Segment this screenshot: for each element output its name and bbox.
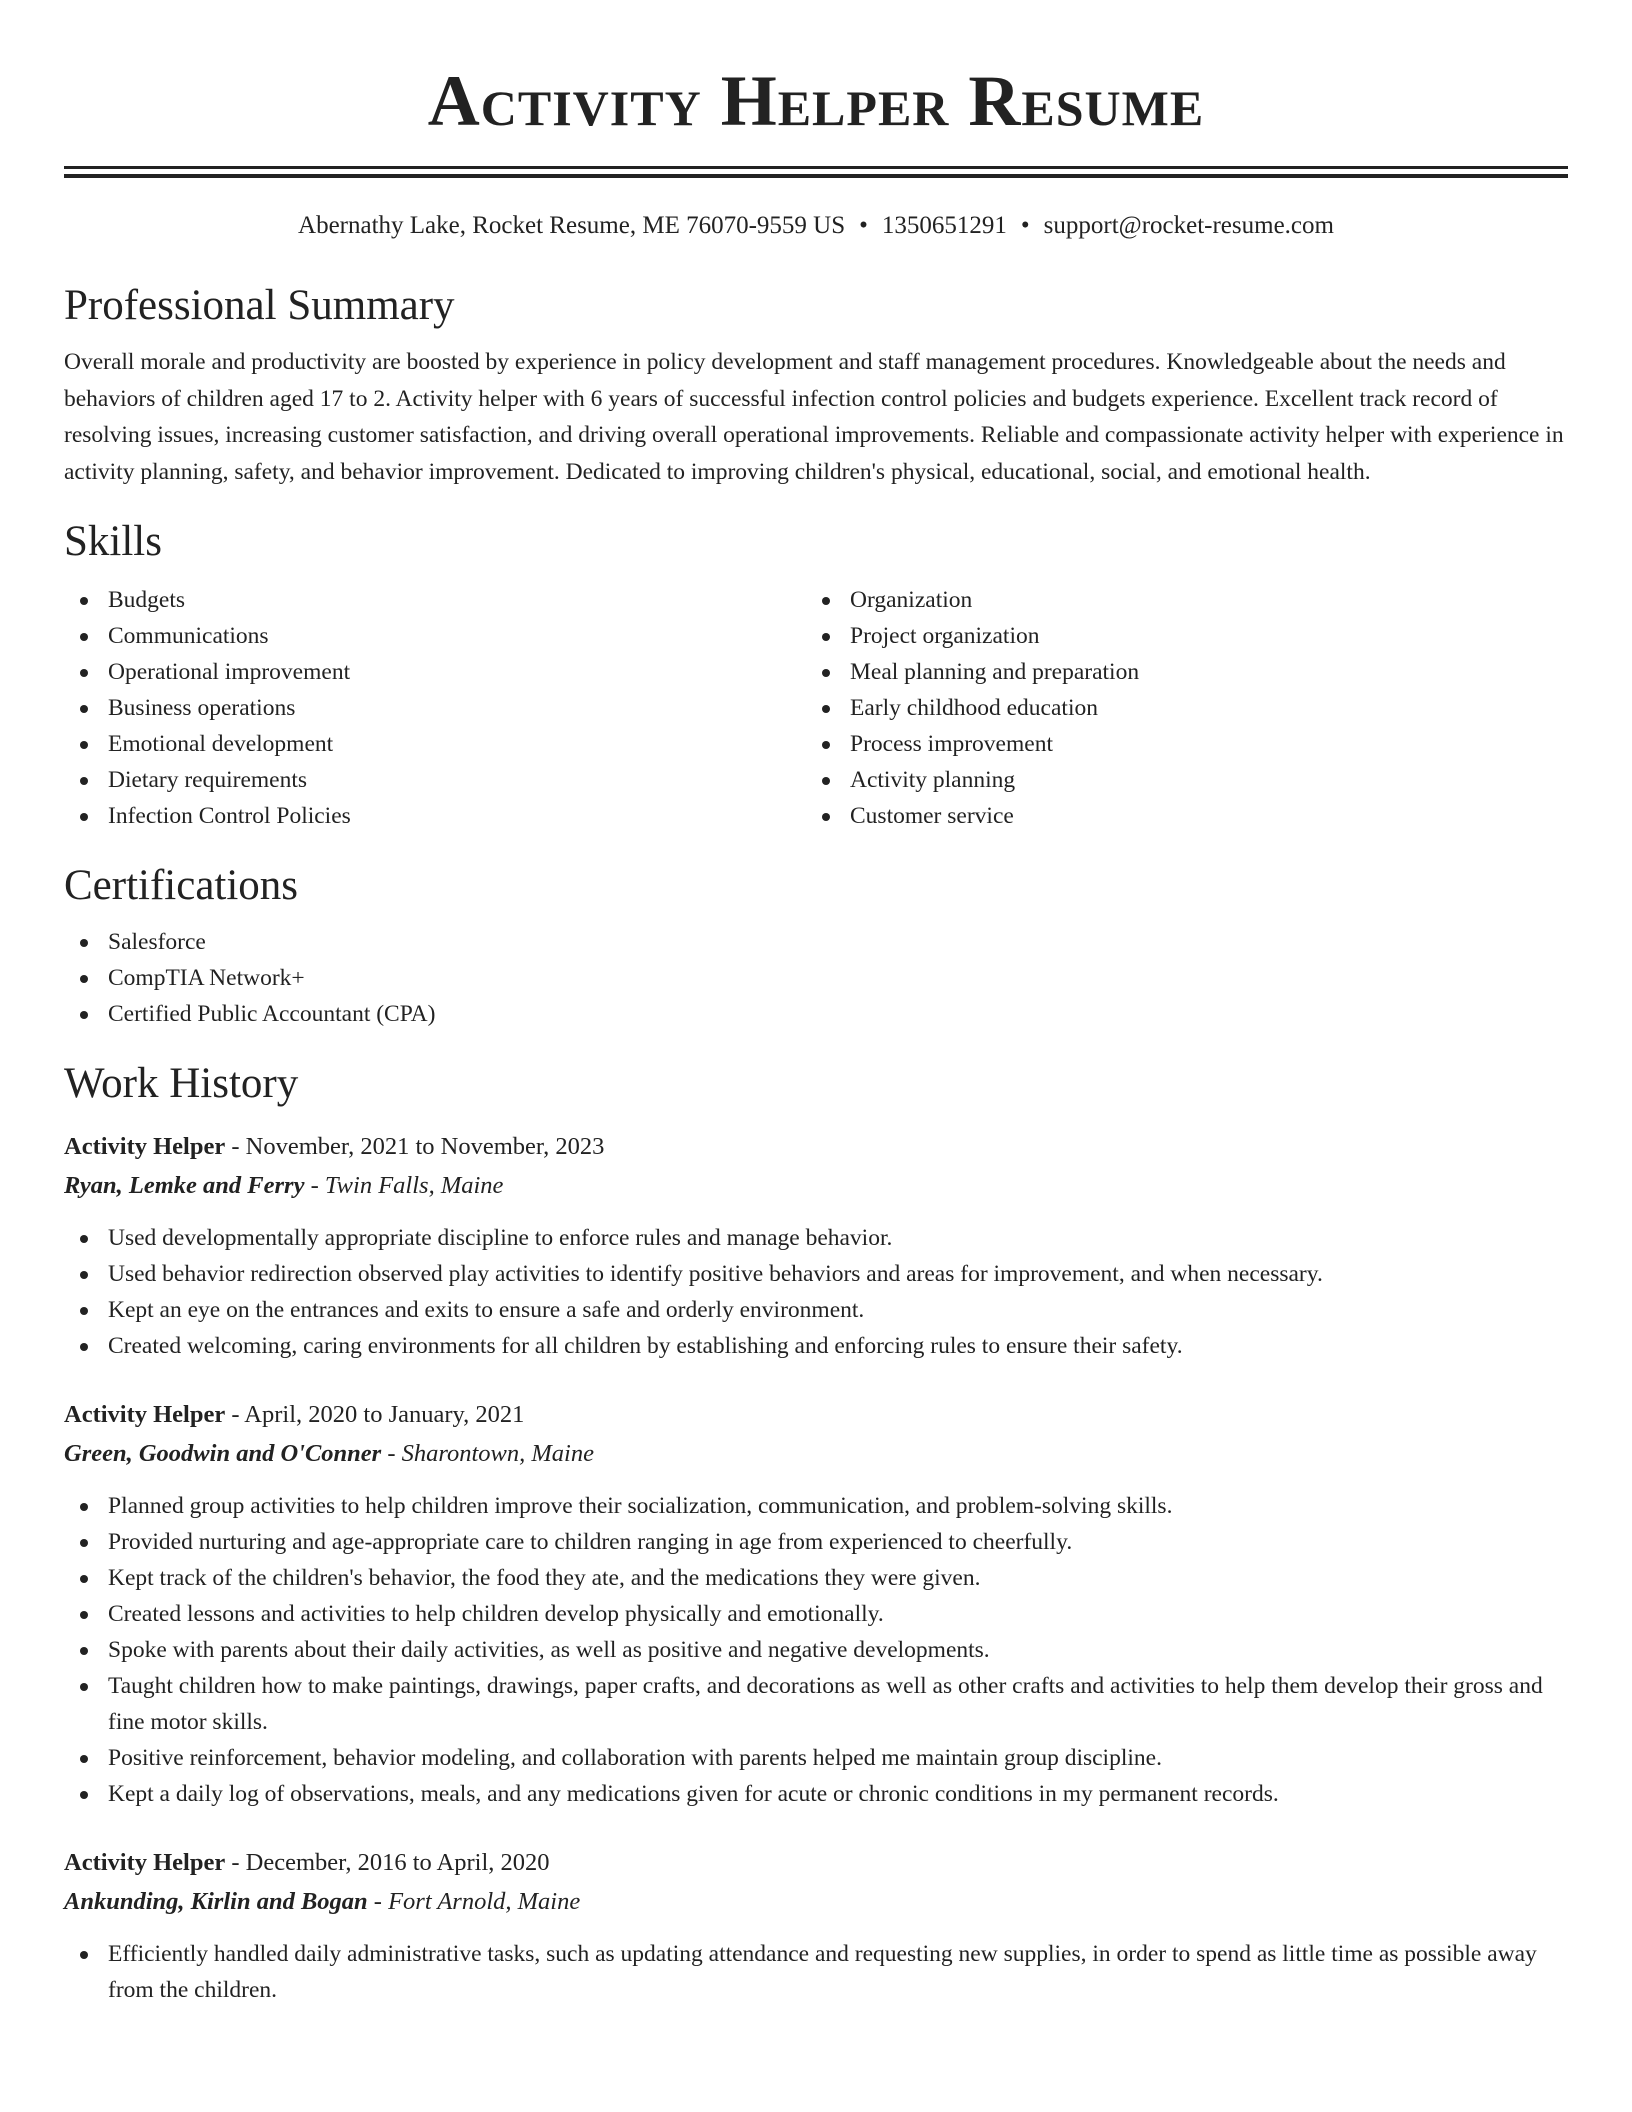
job-location: - Twin Falls, Maine	[310, 1172, 504, 1199]
skill-item: Dietary requirements	[64, 762, 806, 798]
job-company: Ryan, Lemke and Ferry	[64, 1172, 305, 1199]
job-entry	[64, 1128, 1568, 1364]
job-duties	[64, 1220, 1568, 1364]
job-duties	[64, 1488, 1568, 1812]
job-duty: Efficiently handled daily administrative tasks, such as updating attendance and requesting new supplies, in order to spend as little time as possible away from the children.	[64, 1936, 1568, 2008]
job-company: Ankunding, Kirlin and Bogan	[64, 1888, 368, 1915]
job-company: Green, Goodwin and O'Conner	[64, 1440, 382, 1467]
job-location: - Sharontown, Maine	[387, 1440, 594, 1467]
skill-item: Infection Control Policies	[64, 798, 806, 834]
resume-title: Activity Helper Resume	[427, 61, 1205, 141]
certifications-list	[64, 924, 1568, 1032]
job-title: Activity Helper	[64, 1849, 226, 1876]
summary-heading: Professional Summary	[64, 282, 455, 329]
title-divider	[64, 166, 1568, 178]
job-dates: - November, 2021 to November, 2023	[231, 1133, 605, 1160]
skill-item: Operational improvement	[64, 654, 806, 690]
skill-item: Business operations	[64, 690, 806, 726]
job-duty: Created lessons and activities to help children develop physically and emotionally.	[64, 1596, 1568, 1632]
skill-item: Meal planning and preparation	[806, 654, 1548, 690]
work-history-heading: Work History	[64, 1060, 299, 1107]
job-duty: Created welcoming, caring environments for all children by establishing and enforcing rules to ensure their safety.	[64, 1328, 1568, 1364]
contact-address: Abernathy Lake, Rocket Resume, ME 76070-9559 US	[298, 212, 846, 239]
job-duty: Spoke with parents about their daily activities, as well as positive and negative developments.	[64, 1632, 1568, 1668]
job-company-line	[64, 1882, 1568, 1922]
contact-line	[64, 210, 1568, 242]
job-title: Activity Helper	[64, 1133, 226, 1160]
job-duty: Planned group activities to help children improve their socialization, communication, and problem-solving skills.	[64, 1488, 1568, 1524]
contact-phone: 1350651291	[881, 212, 1007, 239]
job-duty: Kept track of the children's behavior, the food they ate, and the medications they were given.	[64, 1560, 1568, 1596]
skill-item: Customer service	[806, 798, 1548, 834]
certification-item: Certified Public Accountant (CPA)	[64, 996, 1568, 1032]
certification-item: Salesforce	[64, 924, 1568, 960]
job-title-line	[64, 1844, 1568, 1882]
skill-item: Communications	[64, 618, 806, 654]
job-company-line	[64, 1434, 1568, 1474]
skill-item: Process improvement	[806, 726, 1548, 762]
job-entry	[64, 1844, 1568, 2008]
job-duty: Kept a daily log of observations, meals, and any medications given for acute or chronic conditions in my permanent records.	[64, 1776, 1568, 1812]
job-dates: - December, 2016 to April, 2020	[231, 1849, 550, 1876]
skills-columns	[64, 582, 1568, 834]
contact-separator: •	[1020, 212, 1030, 239]
job-duty: Kept an eye on the entrances and exits to ensure a safe and orderly environment.	[64, 1292, 1568, 1328]
skill-item: Early childhood education	[806, 690, 1548, 726]
job-duty: Provided nurturing and age-appropriate care to children ranging in age from experienced to cheerfully.	[64, 1524, 1568, 1560]
job-dates: - April, 2020 to January, 2021	[231, 1401, 525, 1428]
skill-item: Project organization	[806, 618, 1548, 654]
job-title: Activity Helper	[64, 1401, 226, 1428]
job-title-line	[64, 1396, 1568, 1434]
contact-email: support@rocket-resume.com	[1043, 212, 1334, 239]
skill-item: Activity planning	[806, 762, 1548, 798]
job-title-line	[64, 1128, 1568, 1166]
skill-item: Budgets	[64, 582, 806, 618]
skills-list-left	[64, 582, 806, 834]
job-duty: Taught children how to make paintings, drawings, paper crafts, and decorations as well as other crafts and activities to help them develop their gross and fine motor skills.	[64, 1668, 1568, 1740]
certifications-heading: Certifications	[64, 862, 299, 909]
job-duty: Positive reinforcement, behavior modeling, and collaboration with parents helped me maintain group discipline.	[64, 1740, 1568, 1776]
contact-separator: •	[859, 212, 868, 239]
job-duty: Used behavior redirection observed play activities to identify positive behaviors and areas for improvement, and when necessary.	[64, 1256, 1568, 1292]
job-location: - Fort Arnold, Maine	[373, 1888, 581, 1915]
skill-item: Organization	[806, 582, 1548, 618]
job-company-line	[64, 1166, 1568, 1206]
summary-text: Overall morale and productivity are boosted by experience in policy development and staff management procedures. Knowledgeable about the needs and behaviors of children aged 17 to 2. Activity helper with 6 years of successful infection control policies and budgets experience. Excellent track record of resolving issues, increasing customer satisfaction, and driving overall operational improvements. Reliable and compassionate activity helper with experience in activity planning, safety, and behavior improvement. Dedicated to improving children's physical, educational, social, and emotional health.	[64, 349, 1564, 485]
skill-item: Emotional development	[64, 726, 806, 762]
job-entry	[64, 1396, 1568, 1812]
job-duties	[64, 1936, 1568, 2008]
certification-item: CompTIA Network+	[64, 960, 1568, 996]
skills-list-right	[806, 582, 1548, 834]
job-duty: Used developmentally appropriate discipline to enforce rules and manage behavior.	[64, 1220, 1568, 1256]
skills-heading: Skills	[64, 518, 162, 565]
